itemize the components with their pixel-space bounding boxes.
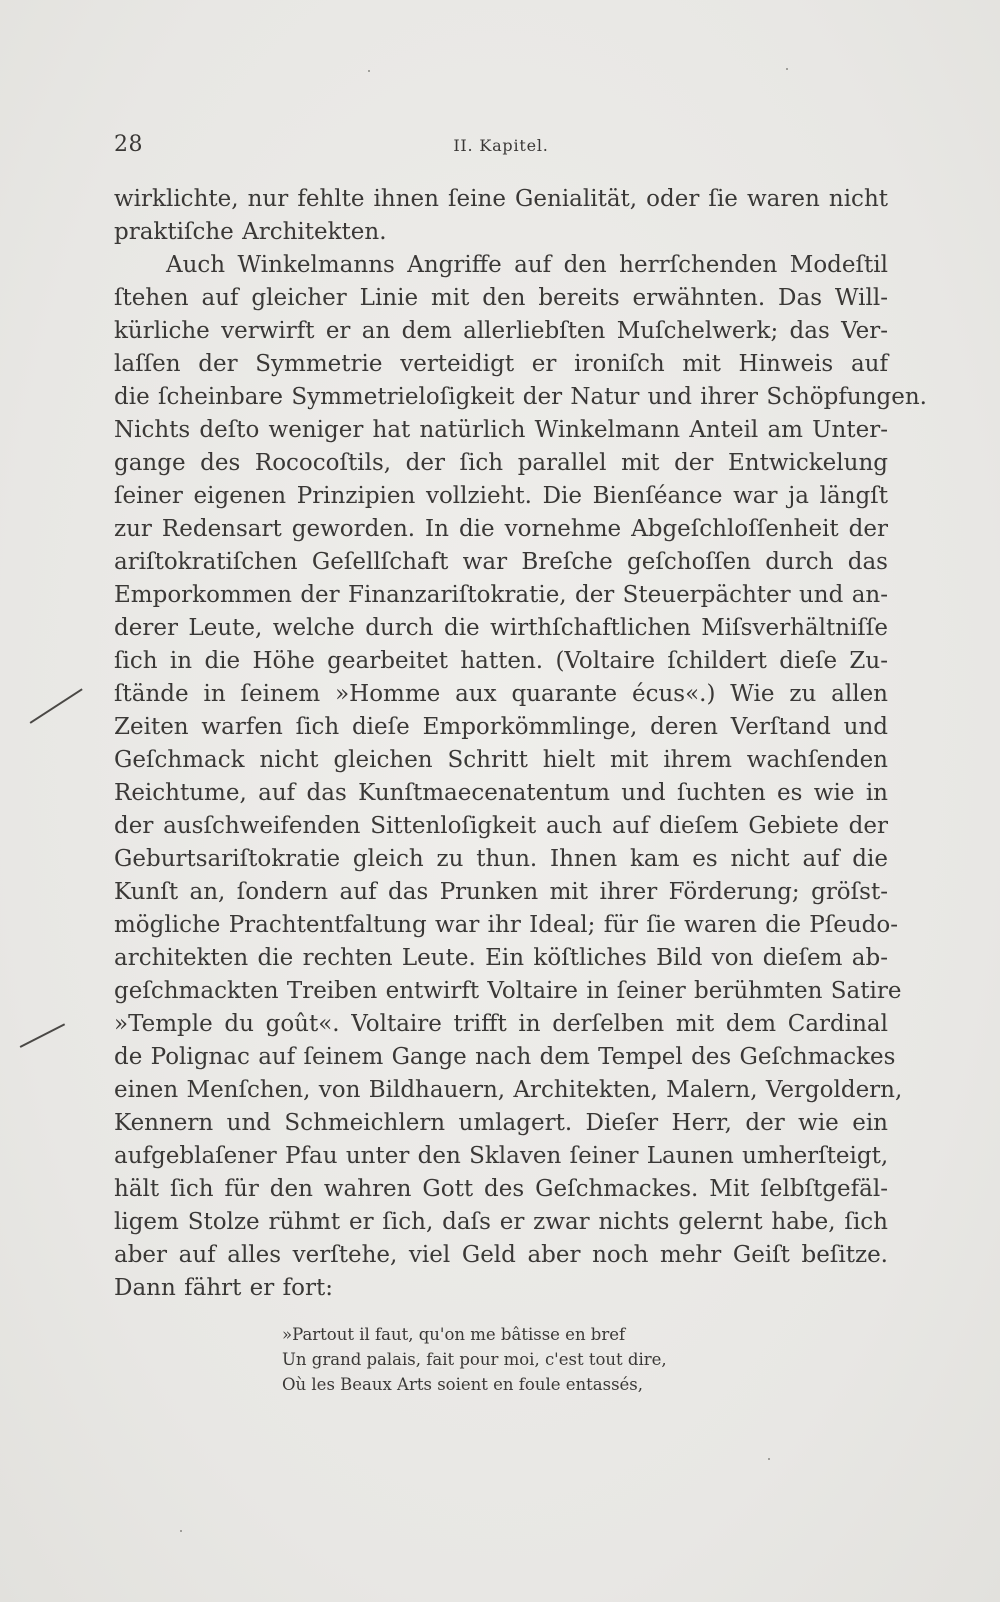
text-line: der ausſchweifenden Sittenloſigkeit auch auf dieſem Gebiete der bbox=[114, 813, 888, 839]
text-line: derer Leute, welche durch die wirthſchaftlichen Miſsverhältniſſe bbox=[114, 615, 888, 641]
running-head: II. Kapitel. bbox=[453, 136, 549, 155]
verse-line: Un grand palais, fait pour moi, c'est tout dire, bbox=[282, 1350, 667, 1369]
text-line: laſſen der Symmetrie verteidigt er ironiſch mit Hinweis auf bbox=[114, 351, 888, 377]
text-line: gange des Rococoſtils, der ſich parallel mit der Entwickelung bbox=[114, 450, 888, 476]
text-line: Kunſt an, ſondern auf das Prunken mit ihrer Förderung; gröſst- bbox=[114, 879, 888, 905]
text-line: zur Redensart geworden. In die vornehme Abgeſchloſſenheit der bbox=[114, 516, 888, 542]
text-line: kürliche verwirft er an dem allerliebſten Muſchelwerk; das Ver- bbox=[114, 318, 888, 344]
text-line: praktiſche Architekten. bbox=[114, 219, 387, 245]
text-line: wirklichte, nur fehlte ihnen ſeine Genialität, oder ſie waren nicht bbox=[114, 186, 888, 212]
paper-speck bbox=[786, 68, 788, 70]
text-line: Nichts deſto weniger hat natürlich Winkelmann Anteil am Unter- bbox=[114, 417, 888, 443]
text-line: aufgeblaſener Pfau unter den Sklaven ſeiner Launen umherſteigt, bbox=[114, 1143, 889, 1169]
text-line: hält ſich für den wahren Gott des Geſchmackes. Mit ſelbſtgefäl- bbox=[114, 1176, 888, 1202]
page-number: 28 bbox=[114, 132, 143, 157]
text-line: de Polignac auf ſeinem Gange nach dem Tempel des Geſchmackes bbox=[114, 1044, 896, 1070]
text-line: Geſchmack nicht gleichen Schritt hielt mit ihrem wachſenden bbox=[114, 747, 888, 773]
text-line: geſchmackten Treiben entwirft Voltaire in ſeiner berühmten Satire bbox=[114, 978, 902, 1004]
text-line: Zeiten warfen ſich dieſe Emporkömmlinge, deren Verſtand und bbox=[114, 714, 888, 740]
text-line: ſtände in ſeinem »Homme aux quarante écus«.) Wie zu allen bbox=[114, 681, 888, 707]
text-line: Dann fährt er fort: bbox=[114, 1275, 333, 1301]
text-line: die ſcheinbare Symmetrieloſigkeit der Natur und ihrer Schöpfungen. bbox=[114, 384, 927, 410]
paper-speck bbox=[768, 1458, 770, 1460]
text-line: architekten die rechten Leute. Ein köſtliches Bild von dieſem ab- bbox=[114, 945, 888, 971]
text-line: ariſtokratiſchen Geſellſchaft war Breſche geſchoſſen durch das bbox=[114, 549, 888, 575]
margin-pencil-mark bbox=[20, 1023, 65, 1047]
text-line: ſich in die Höhe gearbeitet hatten. (Voltaire ſchildert dieſe Zu- bbox=[114, 648, 888, 674]
paper-speck bbox=[180, 1530, 182, 1532]
text-line: Kennern und Schmeichlern umlagert. Dieſer Herr, der wie ein bbox=[114, 1110, 888, 1136]
text-line: ſeiner eigenen Prinzipien vollzieht. Die Bienſéance war ja längſt bbox=[114, 483, 888, 509]
text-line: »Temple du goût«. Voltaire trifft in derſelben mit dem Cardinal bbox=[114, 1011, 888, 1037]
verse-line: Où les Beaux Arts soient en foule entassés, bbox=[282, 1375, 644, 1394]
text-line: Geburtsariſtokratie gleich zu thun. Ihnen kam es nicht auf die bbox=[114, 846, 888, 872]
text-line: Emporkommen der Finanzariſtokratie, der Steuerpächter und an- bbox=[114, 582, 888, 608]
paper-speck bbox=[368, 70, 370, 72]
text-line: einen Menſchen, von Bildhauern, Architekten, Malern, Vergoldern, bbox=[114, 1077, 903, 1103]
page-header bbox=[114, 132, 888, 162]
text-line: ſtehen auf gleicher Linie mit den bereits erwähnten. Das Will- bbox=[114, 285, 888, 311]
text-line: Reichtume, auf das Kunſtmaecenatentum und ſuchten es wie in bbox=[114, 780, 888, 806]
body-text bbox=[114, 183, 927, 1305]
text-line: Auch Winkelmanns Angriffe auf den herrſchenden Modeſtil bbox=[166, 252, 888, 278]
verse-line: »Partout il faut, qu'on me bâtisse en bref bbox=[282, 1325, 626, 1344]
text-line: mögliche Prachtentfaltung war ihr Ideal; für ſie waren die Pſeudo- bbox=[114, 912, 899, 938]
verse-quote bbox=[282, 1322, 722, 1397]
margin-pencil-mark bbox=[30, 688, 83, 723]
text-line: aber auf alles verſtehe, viel Geld aber noch mehr Geiſt beſitze. bbox=[114, 1242, 888, 1268]
text-line: ligem Stolze rühmt er ſich, daſs er zwar nichts gelernt habe, ſich bbox=[114, 1209, 888, 1235]
